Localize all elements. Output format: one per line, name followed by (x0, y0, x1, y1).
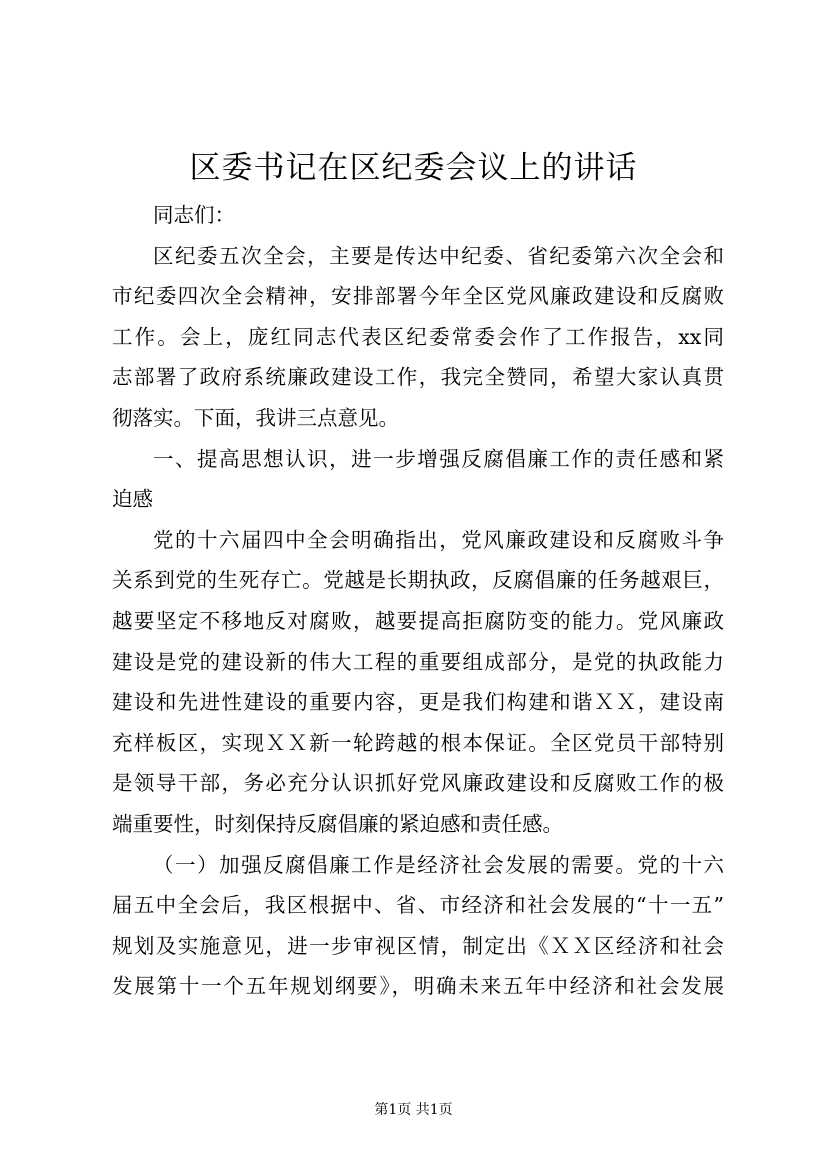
paragraph-line: 党的十六届四中全会明确指出，党风廉政建设和反腐败斗争 (153, 527, 724, 552)
paragraph-line: 区纪委五次全会，主要是传达中纪委、省纪委第六次全会和 (153, 243, 724, 268)
paragraph-line: 发展第十一个五年规划纲要》，明确未来五年中经济和社会发展 (112, 974, 724, 999)
paragraph-line: 志部署了政府系统廉政建设工作，我完全赞同，希望大家认真贯 (112, 365, 724, 390)
document-body (112, 195, 724, 1007)
paragraph-line: 彻落实。下面，我讲三点意见。 (112, 405, 399, 430)
paragraph-line: 规划及实施意见，进一步审视区情，制定出《ＸＸ区经济和社会 (112, 933, 724, 958)
paragraph-line: 越要坚定不移地反对腐败，越要提高拒腐防变的能力。党风廉政 (112, 608, 724, 633)
paragraph-line: 建设和先进性建设的重要内容，更是我们构建和谐ＸＸ，建设南 (112, 690, 724, 715)
page-footer: 第1页 共1页 (374, 1102, 453, 1118)
paragraph-line: 端重要性，时刻保持反腐倡廉的紧迫感和责任感。 (112, 811, 563, 836)
paragraph-line: 关系到党的生死存亡。党越是长期执政，反腐倡廉的任务越艰巨， (112, 568, 724, 593)
paragraph-line: 工作。会上，庞红同志代表区纪委常委会作了工作报告，xx同 (112, 324, 724, 349)
paragraph-line: 是领导干部，务必充分认识抓好党风廉政建设和反腐败工作的极 (112, 771, 724, 796)
section-heading-line: 迫感 (112, 487, 153, 512)
paragraph-line: （一）加强反腐倡廉工作是经济社会发展的需要。党的十六 (153, 852, 724, 877)
paragraph-line: 充样板区，实现ＸＸ新一轮跨越的根本保证。全区党员干部特别 (112, 730, 724, 755)
section-heading-line: 一、提高思想认识，进一步增强反腐倡廉工作的责任感和紧 (153, 446, 724, 471)
paragraph-line: 届五中全会后，我区根据中、省、市经济和社会发展的“十一五” (112, 893, 724, 918)
document-title: 区委书记在区纪委会议上的讲话 (189, 150, 638, 186)
paragraph-line: 建设是党的建设新的伟大工程的重要组成部分，是党的执政能力 (112, 649, 724, 674)
paragraph-line: 市纪委四次全会精神，安排部署今年全区党风廉政建设和反腐败 (112, 284, 724, 309)
salutation-line: 同志们： (153, 203, 235, 227)
